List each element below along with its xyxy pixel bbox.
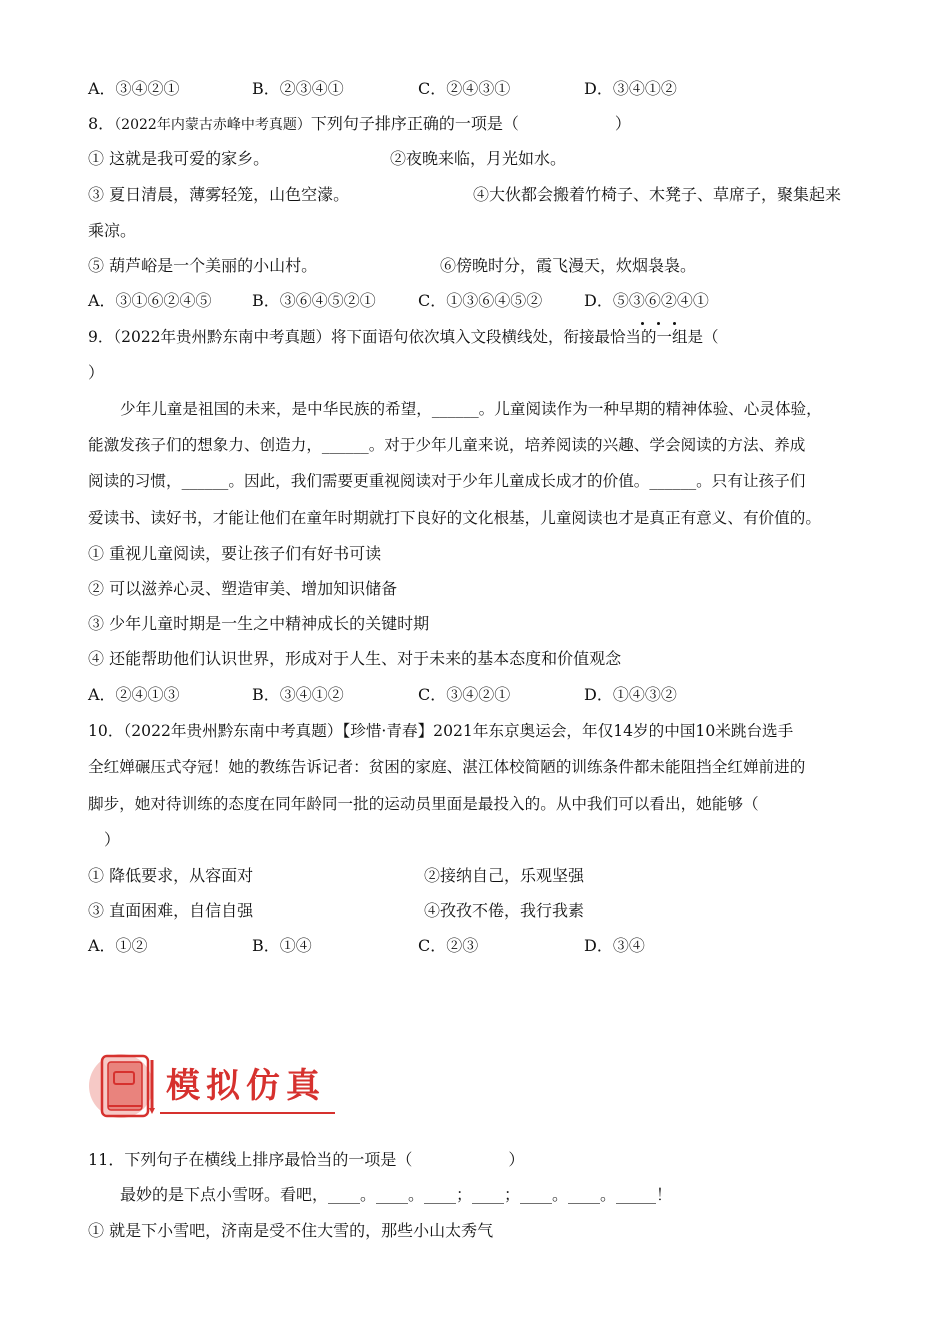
q10-option-c[interactable]: C．②③: [418, 936, 479, 955]
q8-item-4: ④大伙都会搬着竹椅子、木凳子、草席子，聚集起来: [473, 185, 842, 204]
q8-text: 下列句子排序正确的一项是（ ）: [310, 114, 631, 133]
q9-passage-line-3: 阅读的习惯，______。因此，我们需要更重视阅读对于少年儿童成长成才的价值。______。只有让孩子们: [88, 472, 806, 490]
q9-option-b[interactable]: B．③④①②: [252, 685, 344, 704]
emphasis-dot: [673, 322, 676, 325]
q10-item-4: ④孜孜不倦，我行我素: [424, 901, 585, 920]
q8-option-d[interactable]: D．⑤③⑥②④①: [584, 291, 709, 310]
q10-option-d[interactable]: D．③④: [584, 936, 645, 955]
book-icon: [86, 1046, 166, 1126]
q10-item-2: ②接纳自己，乐观坚强: [424, 866, 585, 885]
q9-passage-line-2: 能激发孩子们的想象力、创造力，______。对于少年儿童来说，培养阅读的兴趣、学会阅读的方法、养成: [88, 436, 806, 454]
q10-stem-line-3: 脚步，她对待训练的态度在同年龄同一批的运动员里面是最投入的。从中我们可以看出，她能够（: [88, 795, 759, 813]
q8-option-c[interactable]: C．①③⑥④⑤②: [418, 291, 543, 310]
q9-item-2: ② 可以滋养心灵、塑造审美、增加知识储备: [88, 579, 398, 598]
q10-item-3: ③ 直面困难，自信自强: [88, 901, 254, 920]
q9-item-3: ③ 少年儿童时期是一生之中精神成长的关键时期: [88, 614, 430, 633]
q9-option-a[interactable]: A．②④①③: [88, 685, 180, 704]
q10-stem-line-1: 10．（2022年贵州黔东南中考真题）【珍惜·青春】2021年东京奥运会，年仅14岁的中国10米跳台选手: [88, 722, 794, 740]
q9-stem-line-2: ）: [88, 363, 105, 382]
q9-item-1: ① 重视儿童阅读，要让孩子们有好书可读: [88, 544, 382, 563]
q7-option-d[interactable]: D．③④①②: [584, 79, 677, 98]
q7-option-c[interactable]: C．②④③①: [418, 79, 511, 98]
q7-option-a[interactable]: A．③④②①: [88, 79, 180, 98]
q8-stem: [88, 113, 631, 136]
q8-source: （2022年内蒙古赤峰中考真题）: [114, 117, 311, 133]
q9-passage-line-4: 爱读书、读好书，才能让他们在童年时期就打下良好的文化根基，儿童阅读也才是真正有意义、有价值的。: [88, 509, 821, 527]
q9-item-4: ④ 还能帮助他们认识世界，形成对于人生、对于未来的基本态度和价值观念: [88, 649, 622, 668]
q10-stem-line-4: ）: [104, 830, 121, 849]
q11-passage: 最妙的是下点小雪呀。看吧，____。____。____；____；____。____。_____！: [120, 1185, 673, 1204]
emphasis-dot: [657, 322, 660, 325]
q10-item-1: ① 降低要求，从容面对: [88, 866, 254, 885]
q8-item-6: ⑥傍晚时分，霞飞漫天，炊烟袅袅。: [440, 256, 697, 275]
q10-option-a[interactable]: A．①②: [88, 936, 148, 955]
q9-passage-line-1: 少年儿童是祖国的未来，是中华民族的希望，______。儿童阅读作为一种早期的精神体验、心灵体验，: [120, 400, 822, 418]
q8-option-a[interactable]: A．③①⑥②④⑤: [88, 291, 212, 310]
q9-option-d[interactable]: D．①④③②: [584, 685, 677, 704]
section-underline: [160, 1112, 335, 1114]
q8-number: 8．: [88, 114, 115, 133]
q10-stem-line-2: 全红婵碾压式夺冠！她的教练告诉记者：贫困的家庭、湛江体校简陋的训练条件都未能阻挡全红婵前进的: [88, 758, 806, 776]
q8-item-1: ① 这就是我可爱的家乡。: [88, 149, 270, 168]
q10-option-b[interactable]: B．①④: [252, 936, 312, 955]
emphasis-dot: [641, 322, 644, 325]
q8-item-2: ②夜晚来临，月光如水。: [390, 149, 567, 168]
q7-option-b[interactable]: B．②③④①: [252, 79, 344, 98]
q11-item-1: ① 就是下小雪吧，济南是受不住大雪的，那些小山太秀气: [88, 1221, 494, 1240]
q8-item-4-cont: 乘凉。: [88, 221, 137, 240]
section-title: 模拟仿真: [166, 1066, 326, 1106]
q11-stem: 11．下列句子在横线上排序最恰当的一项是（ ）: [88, 1150, 525, 1169]
q8-item-3: ③ 夏日清晨，薄雾轻笼，山色空濛。: [88, 185, 350, 204]
q9-option-c[interactable]: C．③④②①: [418, 685, 511, 704]
q8-item-5: ⑤ 葫芦峪是一个美丽的小山村。: [88, 256, 318, 275]
section-banner: [86, 1046, 356, 1126]
q8-option-b[interactable]: B．③⑥④⑤②①: [252, 291, 376, 310]
q9-stem-line-1: 9．（2022年贵州黔东南中考真题）将下面语句依次填入文段横线处，衔接最恰当的一组是（: [88, 328, 719, 346]
